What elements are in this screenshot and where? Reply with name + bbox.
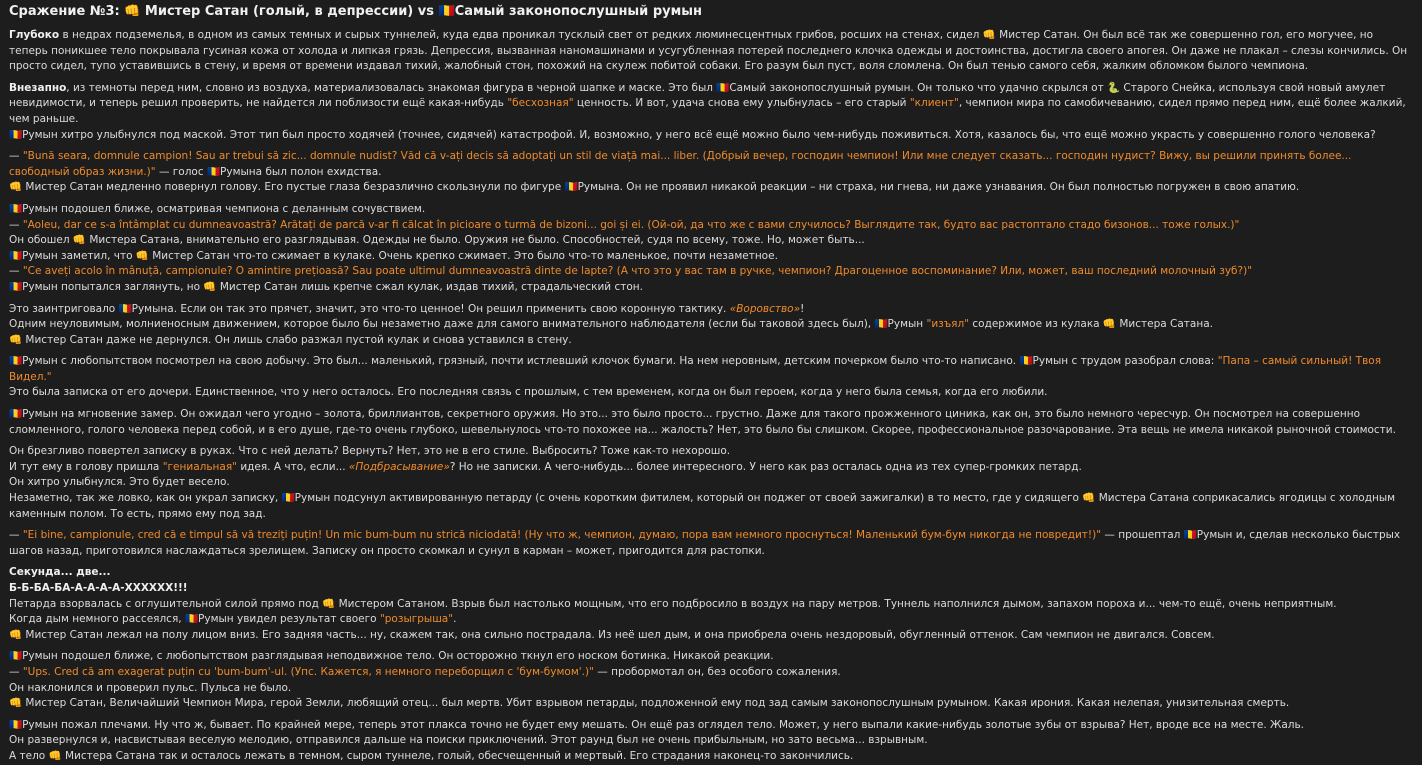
body-text: Петарда взорвалась с оглушительной силой прямо под 👊 Мистером Сатаном. Взрыв был настолько мощным, что его подбросило в воздух на пару метров. Туннель наполнился дымом, запахом пороха и... чем-то ещё, очень неприятным. bbox=[9, 597, 1337, 610]
text-line bbox=[9, 444, 1410, 460]
body-text: идея. А что, если... bbox=[236, 460, 349, 473]
text-line bbox=[9, 28, 1410, 75]
bold-text: Внезапно bbox=[9, 81, 67, 94]
text-line bbox=[9, 612, 1410, 628]
body-text: 👊 Мистер Сатан, Величайший Чемпион Мира, герой Земли, любящий отец... был мертв. Убит взрывом петарды, подложенной ему под зад самым законопослушным румыном. Какая ирония. Какая нелепая, унизительная смерть. bbox=[9, 697, 1290, 710]
body-text: — bbox=[9, 665, 23, 678]
text-line bbox=[9, 460, 1410, 476]
body-text: в недрах подземелья, в одном из самых темных и сырых туннелей, куда едва проникал тусклый свет от редких люминесцентных грибов, росших на стенах, сидел 👊 Мистер Сатан. Он был всё так же совершенно гол, его могучее, но теперь поникшее тело покрывала гусиная кожа от холода и липкая грязь. Депрессия, вызванная наномашинами и усугубленная потерей последнего клочка одежды и достоинства, достигла своего апогея. Он даже не плакал – слезы кончились. Он просто сидел, тупо уставившись в стену, и время от времени издавал тихий, жалобный стон, похожий на скулеж побитой собаки. Его разум был пуст, воля сломлена. Он был тенью самого себя, жалким обломком былого чемпиона. bbox=[9, 29, 1408, 73]
paragraph bbox=[9, 81, 1410, 143]
body-text: И тут ему в голову пришла bbox=[9, 460, 163, 473]
body-text: Он брезгливо повертел записку в руках. Что с ней делать? Вернуть? Нет, это не в его стиле. Выбросить? Тоже как-то нехорошо. bbox=[9, 445, 731, 458]
text-line bbox=[9, 81, 1410, 128]
body-text: Это была записка от его дочери. Единственное, что у него осталось. Его последняя связь с прошлым, с тем временем, когда он был героем, когда у него была семья, когда его любили. bbox=[9, 386, 1048, 399]
quote-text: "Bună seara, domnule campion! Sau ar trebui să zic... domnule nudist? Văd că v-ați decis să adoptați un stil de viață mai... liber. (Добрый вечер, господин чемпион! Или мне следует сказать... господин нудист? Вижу, вы решили принять более... свободный образ жизни.)" bbox=[9, 150, 1352, 178]
text-line bbox=[9, 628, 1410, 644]
paragraph bbox=[9, 565, 1410, 643]
text-line bbox=[9, 407, 1410, 438]
text-line bbox=[9, 249, 1410, 265]
text-line bbox=[9, 385, 1410, 401]
body-text: Одним неуловимым, молниеносным движением, которое было бы незаметно даже для самого внимательного наблюдателя (если бы таковой здесь был), 🇷🇴Румын bbox=[9, 318, 927, 331]
text-line bbox=[9, 581, 1410, 597]
body-text: — bbox=[9, 218, 23, 231]
body-text: Когда дым немного рассеялся, 🇷🇴Румын увидел результат своего bbox=[9, 613, 380, 626]
text-line bbox=[9, 475, 1410, 491]
body-text: Незаметно, так же ловко, как он украл записку, 🇷🇴Румын подсунул активированную петарду (с очень коротким фитилем, который он поджег от своей зажигалки) в то место, где у сидящего 👊 Мистера Сатана соприкасались ягодицы с холодным каменным полом. То есть, прямо ему под зад. bbox=[9, 492, 1396, 520]
quote-text: "Ei bine, campionule, cred că e timpul să vă treziți puțin! Un mic bum-bum nu strică niciodată! (Ну что ж, чемпион, думаю, пора вам немного проснуться! Маленький бум-бум никогда не повредит!)" bbox=[22, 529, 1102, 542]
body-text: Он наклонился и проверил пульс. Пульса не было. bbox=[9, 681, 292, 694]
text-line bbox=[9, 149, 1410, 180]
quote-text: "гениальная" bbox=[162, 460, 237, 473]
text-line bbox=[9, 333, 1410, 349]
text-line bbox=[9, 180, 1410, 196]
body-text: 🇷🇴Румын подошел ближе, осматривая чемпиона с деланным сочувствием. bbox=[9, 202, 426, 215]
text-line bbox=[9, 597, 1410, 613]
text-line bbox=[9, 565, 1410, 581]
quote-text: "Ups. Cred că am exagerat puțin cu 'bum-bum'-ul. (Упс. Кажется, я немного переборщил с 'бум-бумом'.)" bbox=[22, 665, 594, 678]
body-text: Он обошел 👊 Мистера Сатана, внимательно его разглядывая. Одежды не было. Оружия не было. Способностей, судя по всему, тоже. Но, может быть... bbox=[9, 234, 865, 247]
text-line bbox=[9, 733, 1410, 749]
body-text: 👊 Мистер Сатан даже не дернулся. Он лишь слабо разжал пустой кулак и снова уставился в стену. bbox=[9, 333, 572, 346]
text-line bbox=[9, 280, 1410, 296]
text-line bbox=[9, 302, 1410, 318]
body-text: 🇷🇴Румын заметил, что 👊 Мистер Сатан что-то сжимает в кулаке. Очень крепко сжимает. Это было что-то маленькое, почти незаметное. bbox=[9, 249, 778, 262]
paragraph bbox=[9, 407, 1410, 438]
paragraph bbox=[9, 149, 1410, 196]
text-line bbox=[9, 491, 1410, 522]
body-text: 🇷🇴Румын хитро улыбнулся под маской. Этот тип был просто ходячей (точнее, сидячей) катастрофой. И, возможно, у него всё ещё можно было чем-нибудь поживиться. Хотя, казалось бы, что ещё можно украсть у совершенно голого человека? bbox=[9, 128, 1376, 141]
text-line bbox=[9, 665, 1410, 681]
text-line bbox=[9, 233, 1410, 249]
italic-accent: «Подбрасывание» bbox=[348, 460, 450, 473]
body-text: 🇷🇴Румын на мгновение замер. Он ожидал чего угодно – золота, бриллиантов, секретного оружия. Но это... это было просто... грустно. Даже для такого прожженного циника, как он, это было немного чересчур. Он посмотрел на совершенно сломленного, голого человека перед собой, и в его душе, где-то очень глубоко, шевельнулось что-то похожее на... жалость? Нет, это было бы слишком. Скорее, профессиональное разочарование. Эта вещь не имела никакой рыночной стоимости. bbox=[9, 408, 1396, 436]
text-line bbox=[9, 202, 1410, 218]
body-text: , чемпион мира по самобичеванию, сидел прямо перед ним, ещё более жалкий, чем раньше. bbox=[9, 97, 1406, 125]
paragraph bbox=[9, 202, 1410, 296]
paragraph bbox=[9, 354, 1410, 401]
text-line bbox=[9, 128, 1410, 144]
text-line bbox=[9, 264, 1410, 280]
text-line bbox=[9, 528, 1410, 559]
body-text: 🇷🇴Румын с любопытством посмотрел на свою добычу. Это был... маленький, грязный, почти истлевший клочок бумаги. На нем неровным, детским почерком было что-то написано. 🇷🇴Румын с трудом разобрал слова: bbox=[9, 355, 1218, 368]
body-text: ! bbox=[800, 302, 805, 315]
quote-text: "клиент" bbox=[909, 97, 959, 110]
paragraph bbox=[9, 302, 1410, 349]
italic-accent: «Воровство» bbox=[729, 302, 801, 315]
text-line bbox=[9, 718, 1410, 734]
body-text: 🇷🇴Румын попытался заглянуть, но 👊 Мистер Сатан лишь крепче сжал кулак, издав тихий, страдальческий стон. bbox=[9, 280, 643, 293]
paragraph bbox=[9, 718, 1410, 765]
body-text: 👊 Мистер Сатан медленно повернул голову. Его пустые глаза безразлично скользнули по фигуре 🇷🇴Румына. Он не проявил никакой реакции – ни страха, ни гнева, ни даже узнавания. Он был полностью погружен в свою апатию. bbox=[9, 181, 1300, 194]
paragraph bbox=[9, 444, 1410, 522]
quote-text: "бесхозная" bbox=[507, 97, 574, 110]
body-text: 🇷🇴Румын пожал плечами. Ну что ж, бывает. По крайней мере, теперь этот плакса точно не будет ему мешать. Он ещё раз оглядел тело. Может, у него выпали какие-нибудь золотые зубы от взрыва? Нет, вроде все на месте. Жаль. bbox=[9, 718, 1304, 731]
quote-text: "розыгрыша" bbox=[379, 613, 454, 626]
bold-text: Б-Б-БА-БА-А-А-А-А-ХХХХХХ!!! bbox=[9, 582, 188, 594]
quote-text: "Папа – самый сильный! Твоя Видел." bbox=[9, 355, 1382, 383]
bold-text: Глубоко bbox=[9, 29, 60, 41]
text-line bbox=[9, 317, 1410, 333]
body-text: А тело 👊 Мистера Сатана так и осталось лежать в темном, сыром туннеле, голый, обесчещенный и мертвый. Его страдания наконец-то закончились. bbox=[9, 749, 854, 762]
text-line bbox=[9, 354, 1410, 385]
paragraph bbox=[9, 649, 1410, 711]
text-line bbox=[9, 649, 1410, 665]
body-text: содержимое из кулака 👊 Мистера Сатана. bbox=[969, 318, 1213, 331]
body-text: — прошептал 🇷🇴Румын и, сделав несколько быстрых шагов назад, приготовился наслаждаться зрелищем. Записку он просто скомкал и сунул в карман – может, пригодится для растопки. bbox=[9, 529, 1401, 557]
body-text: , из темноты перед ним, словно из воздуха, материализовалась знакомая фигура в черной шапке и маске. Это был 🇷🇴Самый законопослушный румын. Он только что удачно скрылся от 🐍 Старого Снейка, используя свой новый амулет невидимости, и теперь решил проверить, не найдется ли поблизости ещё какая-нибудь bbox=[9, 81, 1386, 110]
body-text: ? Но не записки. А чего-нибудь... более интересного. У него как раз осталась одна из тех супер-громких петард. bbox=[449, 460, 1082, 473]
text-line bbox=[9, 681, 1410, 697]
quote-text: "изъял" bbox=[926, 318, 970, 331]
body-text: 👊 Мистер Сатан лежал на полу лицом вниз. Его задняя часть... ну, скажем так, она сильно пострадала. Из неё шел дым, и она приобрела очень нездоровый, обугленный оттенок. Сам чемпион не двигался. Совсем. bbox=[9, 628, 1215, 641]
quote-text: "Ce aveți acolo în mânuță, campionule? O amintire prețioasă? Sau poate ultimul dumneavoastră dinte de lapte? (А что это у вас там в ручке, чемпион? Драгоценное воспоминание? Или, может, ваш последний молочный зуб?)" bbox=[22, 265, 1253, 278]
body-text: — bbox=[9, 150, 23, 163]
body-text: Это заинтриговало 🇷🇴Румына. Если он так это прячет, значит, это что-то ценное! Он решил применить свою коронную тактику. bbox=[9, 302, 730, 315]
paragraph bbox=[9, 28, 1410, 75]
paragraph bbox=[9, 528, 1410, 559]
body-text: — пробормотал он, без особого сожаления. bbox=[593, 665, 841, 678]
text-line bbox=[9, 696, 1410, 712]
bold-text: Секунда... две... bbox=[9, 566, 111, 579]
quote-text: "Aoleu, dar ce s-a întâmplat cu dumneavoastră? Arătați de parcă v-ar fi călcat în picioare o turmă de bizoni... goi și ei. (Ой-ой, да что же с вами случилось? Выглядите так, будто вас растоптало стадо бизонов... тоже голых.)" bbox=[22, 218, 1240, 231]
text-line bbox=[9, 749, 1410, 765]
text-line bbox=[9, 218, 1410, 234]
page-title: Сражение №3: 👊 Мистер Сатан (голый, в депрессии) vs 🇷🇴Самый законопослушный румын bbox=[9, 4, 702, 19]
body-text: — bbox=[9, 529, 23, 542]
body-text: — голос 🇷🇴Румына был полон ехидства. bbox=[155, 165, 382, 178]
body-text: Он хитро улыбнулся. Это будет весело. bbox=[9, 476, 230, 489]
body-text: — bbox=[9, 265, 23, 278]
body-text: Он развернулся и, насвистывая веселую мелодию, отправился дальше на поиски приключений. Этот раунд был не очень прибыльным, но зато весьма... взрывным. bbox=[9, 734, 928, 747]
story-body bbox=[9, 28, 1410, 765]
body-text: 🇷🇴Румын подошел ближе, с любопытством разглядывая неподвижное тело. Он осторожно ткнул его носком ботинка. Никакой реакции. bbox=[9, 650, 774, 663]
body-text: ценность. И вот, удача снова ему улыбнулась – его старый bbox=[573, 97, 910, 110]
body-text: . bbox=[453, 613, 457, 626]
